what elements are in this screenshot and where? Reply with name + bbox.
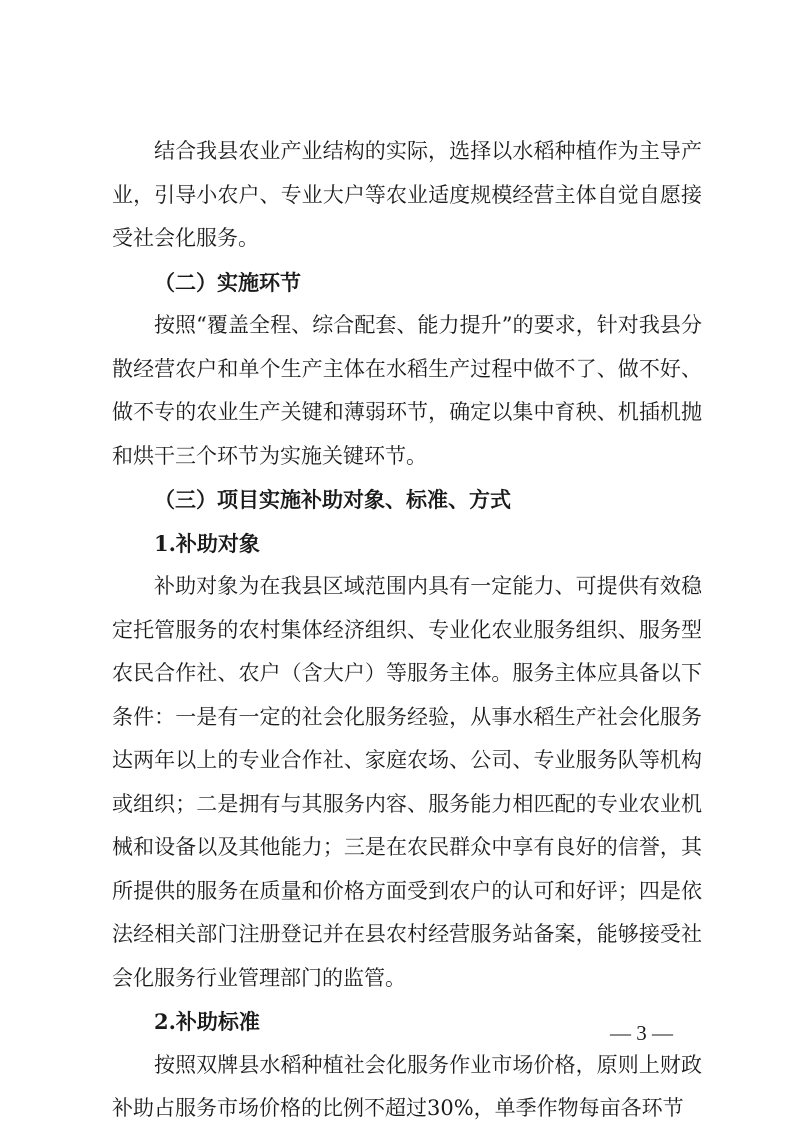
heading-subsidy-objects-standards-methods: （三）项目实施补助对象、标准、方式	[154, 487, 511, 512]
paragraph-industry-structure: 结合我县农业产业结构的实际，选择以水稻种植作为主导产业，引导小农户、专业大户等农业适度规模经营主体自觉自愿接受社会化服务。	[112, 139, 702, 250]
heading-subsidy-standards: 2.补助标准	[154, 1009, 260, 1034]
document-body	[112, 130, 702, 1131]
paragraph-subsidy-standards: 按照双牌县水稻种植社会化服务作业市场价格，原则上财政补助占服务市场价格的比例不超过30%，单季作物每亩各环节	[112, 1052, 702, 1120]
page-number: — 3 —	[610, 1021, 673, 1045]
heading-subsidy-objects: 1.补助对象	[154, 530, 260, 556]
heading-implementation-links: （二）实施环节	[154, 269, 301, 295]
paragraph-subsidy-objects: 补助对象为在我县区域范围内具有一定能力、可提供有效稳定托管服务的农村集体经济组织、专业化农业服务组织、服务型农民合作社、农户（含大户）等服务主体。服务主体应具备以下条件：一是有一定的社会化服务经验，从事水稻生产社会化服务达两年以上的专业合作社、家庭农场、公司、专业服务队等机构或组织；二是拥有与其服务内容、服务能力相匹配的专业农业机械和设备以及其他能力；三是在农民群众中享有良好的信誉，其所提供的服务在质量和价格方面受到农户的认可和好评；四是依法经相关部门注册登记并在县农村经营服务站备案，能够接受社会化服务行业管理部门的监管。	[112, 574, 702, 990]
paragraph-key-links: 按照“覆盖全程、综合配套、能力提升”的要求，针对我县分散经营农户和单个生产主体在水稻生产过程中做不了、做不好、做不专的农业生产关键和薄弱环节，确定以集中育秧、机插机抛和烘干三个环节为实施关键环节。	[112, 313, 702, 468]
